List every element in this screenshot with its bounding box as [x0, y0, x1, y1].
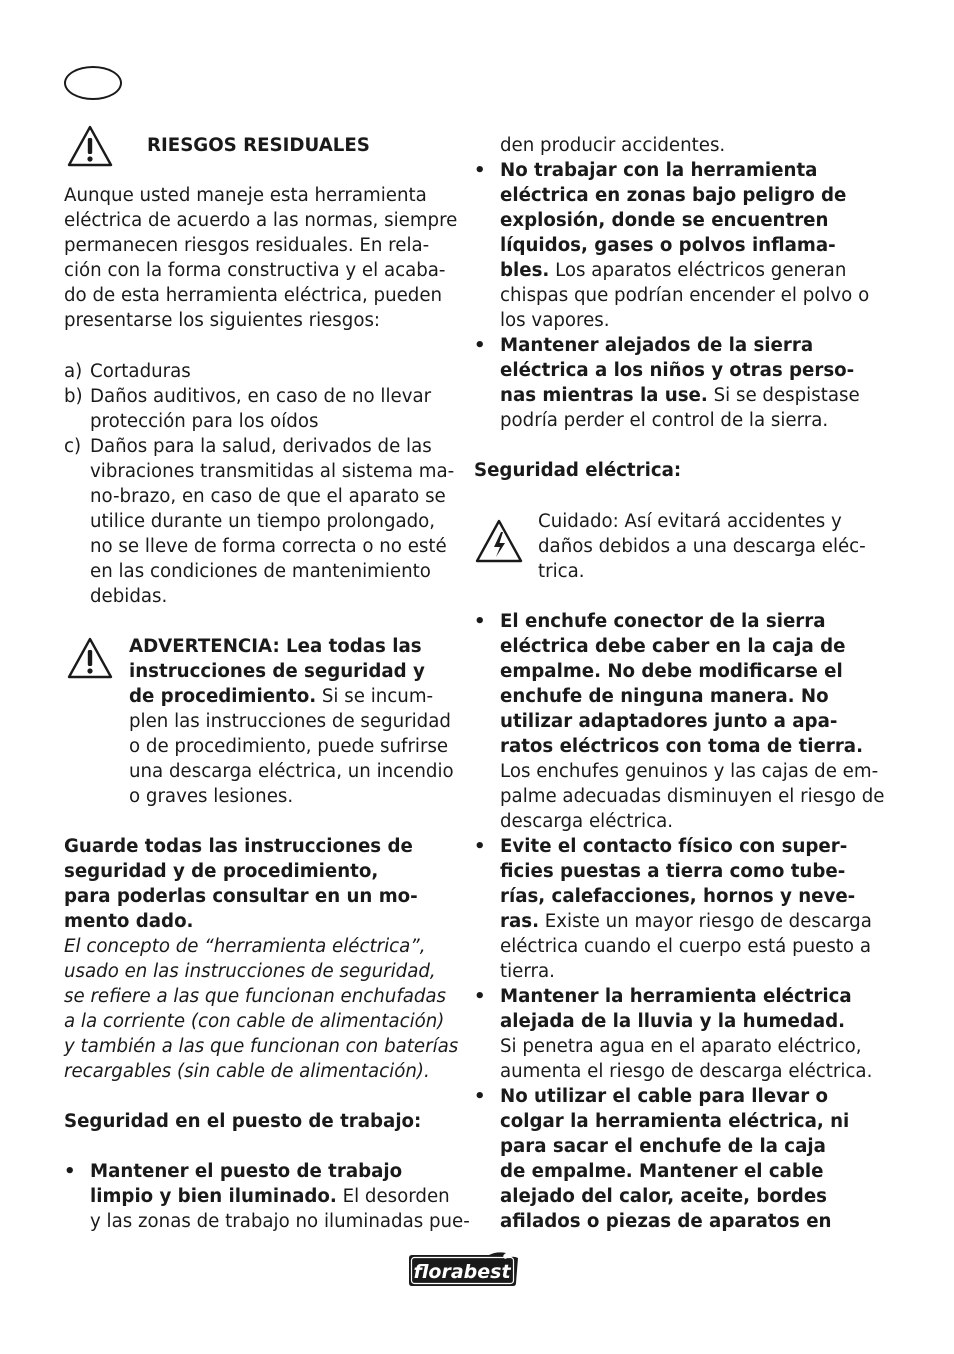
power-tool-definition-line: El concepto de “herramienta eléctrica”,: [64, 936, 426, 957]
bullet-icon: •: [474, 836, 486, 857]
workplace-bold-part: limpio y bien iluminado.: [90, 1186, 337, 1207]
cable-bullet-line: alejado del calor, aceite, bordes: [500, 1186, 827, 1207]
logo-wordmark: florabest: [413, 1261, 511, 1283]
power-tool-definition-line: a la corriente (con cable de alimentación): [64, 1011, 445, 1032]
explosion-bullet-line: [500, 258, 846, 283]
plug-bullet-line: eléctrica debe caber en la caja de: [500, 636, 846, 657]
explosion-bullet-line: chispas que podrían encender el polvo o: [500, 285, 870, 306]
caution-line: daños debidos a una descarga eléc-: [538, 536, 866, 557]
residual-paragraph-line: do de esta herramienta eléctrica, pueden: [64, 285, 443, 306]
grounded-bullet-line: Evite el contacto físico con super-: [500, 836, 848, 857]
warning-text-line: o graves lesiones.: [129, 786, 294, 807]
plug-bullet-line: El enchufe conector de la sierra: [500, 611, 826, 632]
warning-normal-part: Si se incum-: [316, 686, 434, 707]
power-tool-definition-line: usado en las instrucciones de seguridad,: [64, 961, 436, 982]
risk-item-line: en las condiciones de mantenimiento: [90, 561, 431, 582]
cable-bullet-line: colgar la herramienta eléctrica, ni: [500, 1111, 850, 1132]
keep-instructions-line: Guarde todas las instrucciones de: [64, 836, 413, 857]
explosion-bullet-line: líquidos, gases o polvos inflama-: [500, 235, 836, 256]
rain-bullet-line: Mantener la herramienta eléctrica: [500, 986, 852, 1007]
continuation-line: den producir accidentes.: [500, 135, 726, 156]
electric-hazard-icon: [474, 518, 524, 564]
risk-marker-b: b): [64, 386, 83, 407]
grounded-bullet-line: rías, calefacciones, hornos y neve-: [500, 886, 856, 907]
plug-bullet-line: descarga eléctrica.: [500, 811, 674, 832]
plug-bullet-line: empalme. No debe modificarse el: [500, 661, 843, 682]
children-bullet-line: Mantener alejados de la sierra: [500, 335, 814, 356]
children-bold-part: nas mientras la use.: [500, 385, 708, 406]
residual-paragraph-line: ción con la forma constructiva y el acaba-: [64, 260, 446, 281]
grounded-bullet-line: tierra.: [500, 961, 555, 982]
bullet-icon: •: [474, 1086, 486, 1107]
explosion-bullet-line: los vapores.: [500, 310, 610, 331]
warning-text-line: plen las instrucciones de seguridad: [129, 711, 451, 732]
rain-bullet-line: Si penetra agua en el aparato eléctrico,: [500, 1036, 862, 1057]
cable-bullet-line: afilados o piezas de aparatos en: [500, 1211, 832, 1232]
electrical-safety-heading: Seguridad eléctrica:: [474, 460, 682, 481]
workplace-bullet-line: Mantener el puesto de trabajo: [90, 1161, 403, 1182]
risk-item-line: Daños auditivos, en caso de no llevar: [90, 386, 432, 407]
workplace-normal-part: El desorden: [336, 1186, 450, 1207]
power-tool-definition-line: y también a las que funcionan con baterías: [64, 1036, 459, 1057]
bullet-icon: •: [64, 1161, 76, 1182]
residual-paragraph-line: presentarse los siguientes riesgos:: [64, 310, 381, 331]
cable-bullet-line: No utilizar el cable para llevar o: [500, 1086, 829, 1107]
explosion-bullet-line: explosión, donde se encuentren: [500, 210, 829, 231]
residual-paragraph-line: eléctrica de acuerdo a las normas, siempre: [64, 210, 458, 231]
residual-risks-heading: RIESGOS RESIDUALES: [147, 135, 370, 156]
explosion-bullet-line: No trabajar con la herramienta: [500, 160, 818, 181]
risk-item-line: Cortaduras: [90, 361, 191, 382]
plug-bullet-line: enchufe de ninguna manera. No: [500, 686, 829, 707]
children-normal-part: Si se despistase: [707, 385, 860, 406]
rain-bullet-line: aumenta el riesgo de descarga eléctrica.: [500, 1061, 873, 1082]
warning-triangle-icon: [66, 636, 114, 680]
risk-item-line: vibraciones transmitidas al sistema ma-: [90, 461, 455, 482]
risk-item-line: no se lleve de forma correcta o no esté: [90, 536, 447, 557]
children-bullet-line: [500, 383, 860, 408]
rain-bullet-line: alejada de la lluvia y la humedad.: [500, 1011, 846, 1032]
bullet-icon: •: [474, 611, 486, 632]
risk-item-line: utilice durante un tiempo prolongado,: [90, 511, 436, 532]
warning-text-line: instrucciones de seguridad y: [129, 661, 425, 682]
caution-line: Cuidado: Así evitará accidentes y: [538, 511, 842, 532]
keep-instructions-line: mento dado.: [64, 911, 194, 932]
cable-bullet-line: para sacar el enchufe de la caja: [500, 1136, 826, 1157]
risk-item-line: protección para los oídos: [90, 411, 319, 432]
cable-bullet-line: de empalme. Mantener el cable: [500, 1161, 824, 1182]
warning-bold-part: de procedimiento.: [129, 686, 317, 707]
power-tool-definition-line: se refiere a las que funcionan enchufadas: [64, 986, 447, 1007]
workplace-safety-heading: Seguridad en el puesto de trabajo:: [64, 1111, 422, 1132]
grounded-bullet-line: ficies puestas a tierra como tube-: [500, 861, 846, 882]
grounded-bullet-line: [500, 909, 872, 934]
caution-line: trica.: [538, 561, 585, 582]
explosion-bullet-line: eléctrica en zonas bajo peligro de: [500, 185, 847, 206]
warning-text-line: ADVERTENCIA: Lea todas las: [129, 636, 422, 657]
risk-marker-a: a): [64, 361, 83, 382]
residual-paragraph-line: Aunque usted maneje esta herramienta: [64, 185, 427, 206]
warning-mixed-line: [129, 684, 433, 709]
keep-instructions-line: seguridad y de procedimiento,: [64, 861, 379, 882]
plug-bullet-line: palme adecuadas disminuyen el riesgo de: [500, 786, 885, 807]
residual-paragraph-line: permanecen riesgos residuales. En rela-: [64, 235, 430, 256]
plug-bullet-line: Los enchufes genuinos y las cajas de em-: [500, 761, 879, 782]
language-marker: [64, 66, 122, 100]
grounded-bold-part: ras.: [500, 911, 539, 932]
keep-instructions-line: para poderlas consultar en un mo-: [64, 886, 418, 907]
grounded-normal-part: Existe un mayor riesgo de descarga: [538, 911, 872, 932]
workplace-bullet-line: y las zonas de trabajo no iluminadas pue-: [90, 1211, 470, 1232]
explosion-bold-part: bles.: [500, 260, 550, 281]
children-bullet-line: podría perder el control de la sierra.: [500, 410, 829, 431]
florabest-logo: [405, 1252, 520, 1288]
warning-text-line: o de procedimiento, puede sufrirse: [129, 736, 449, 757]
risk-marker-c: c): [64, 436, 82, 457]
bullet-icon: •: [474, 160, 486, 181]
explosion-normal-part: Los aparatos eléctricos generan: [549, 260, 847, 281]
workplace-bullet-line: [90, 1184, 450, 1209]
risk-item-line: no-brazo, en caso de que el aparato se: [90, 486, 446, 507]
grounded-bullet-line: eléctrica cuando el cuerpo está puesto a: [500, 936, 871, 957]
bullet-icon: •: [474, 335, 486, 356]
risk-item-line: debidas.: [90, 586, 168, 607]
risk-item-line: Daños para la salud, derivados de las: [90, 436, 432, 457]
bullet-icon: •: [474, 986, 486, 1007]
warning-text-line: una descarga eléctrica, un incendio: [129, 761, 454, 782]
plug-bullet-line: ratos eléctricos con toma de tierra.: [500, 736, 863, 757]
children-bullet-line: eléctrica a los niños y otras perso-: [500, 360, 855, 381]
plug-bullet-line: utilizar adaptadores junto a apa-: [500, 711, 838, 732]
warning-triangle-icon: [66, 124, 114, 168]
power-tool-definition-line: recargables (sin cable de alimentación).: [64, 1061, 430, 1082]
